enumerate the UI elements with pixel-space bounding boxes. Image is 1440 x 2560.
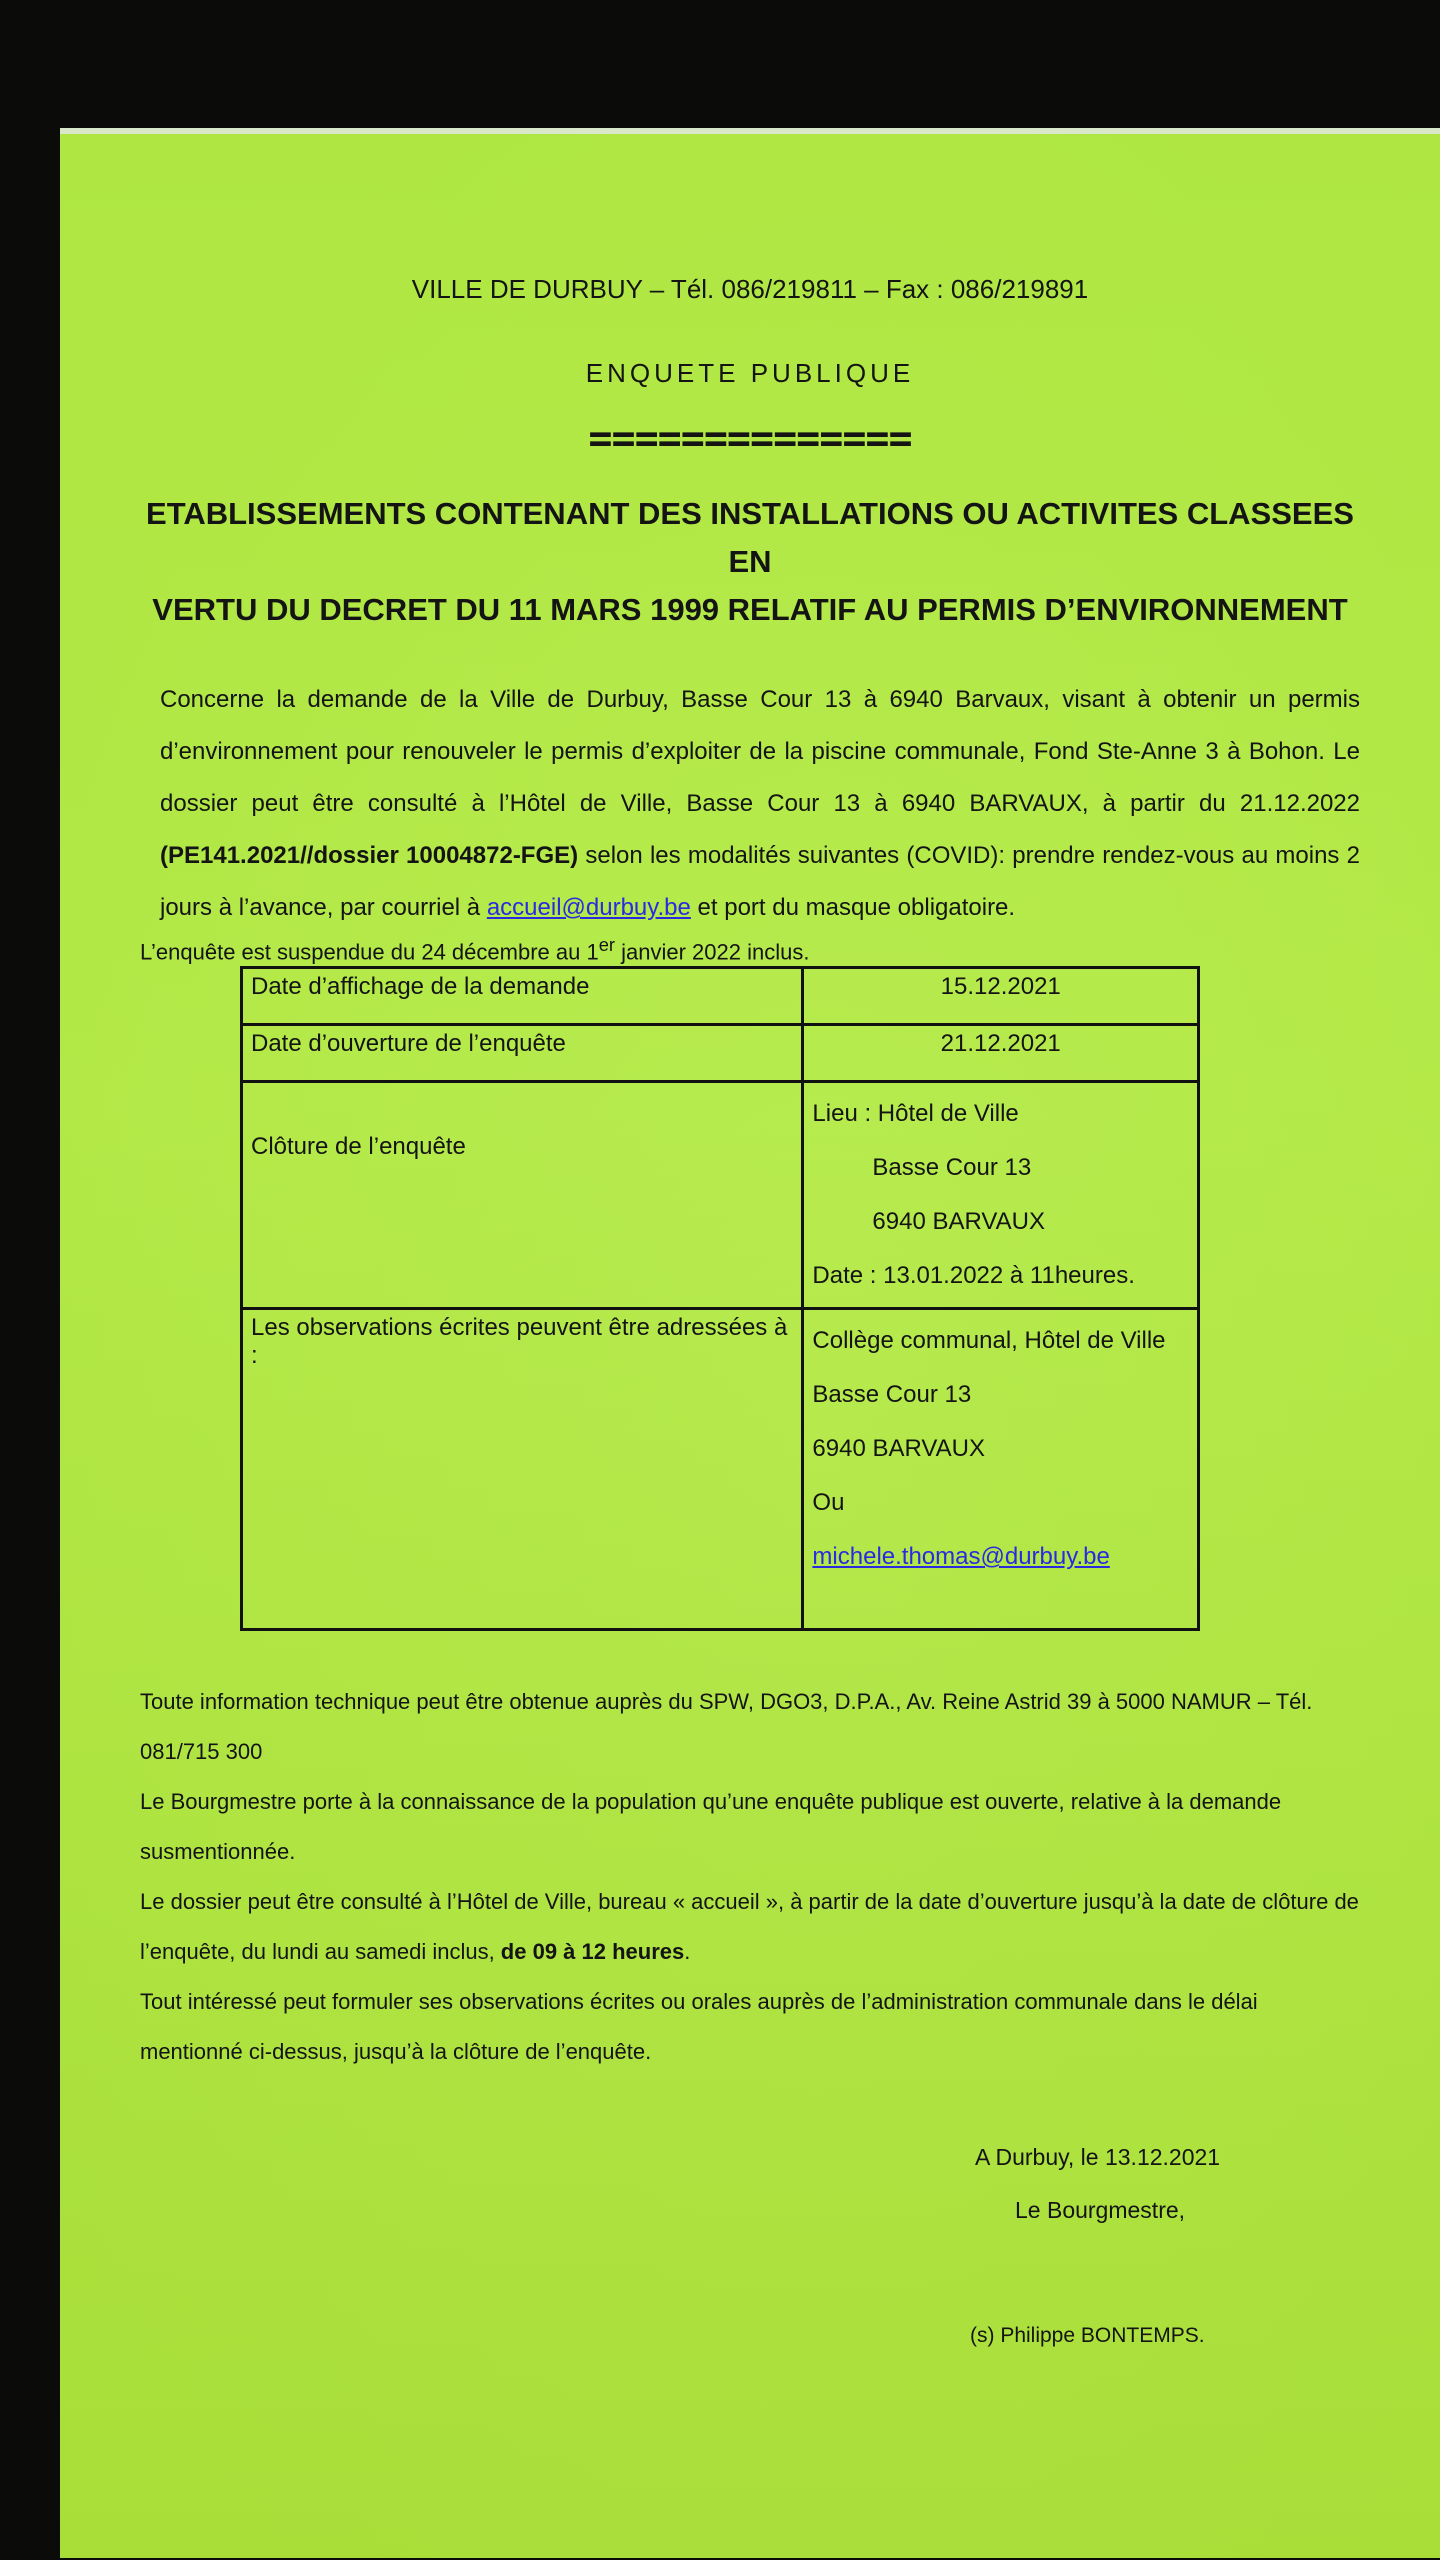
- observations-recipient: Collège communal, Hôtel de Ville: [812, 1327, 1166, 1354]
- closing-city: 6940 BARVAUX: [872, 1208, 1045, 1235]
- title-line-2: VERTU DU DECRET DU 11 MARS 1999 RELATIF AU PERMIS D’ENVIRONNEMENT: [152, 592, 1348, 627]
- intro-text-1: Concerne la demande de la Ville de Durbuy, Basse Cour 13 à 6940 Barvaux, visant à obtenir un permis d’environnement pour renouveler le permis d’exploiter de la piscine communale, Fond Ste-Anne 3 à Bohon. Le dossier peut être consulté à l’Hôtel de Ville, Basse Cour 13 à 6940 BARVAUX, à partir du 21.12.2022: [160, 686, 1360, 817]
- announcement-paragraph: Le Bourgmestre porte à la connaissance de la population qu’une enquête publique est ouverte, relative à la demande susmentionnée.: [140, 1789, 1282, 1864]
- signature-role: Le Bourgmestre,: [1015, 2197, 1186, 2223]
- title-line-1: ETABLISSEMENTS CONTENANT DES INSTALLATIONS OU ACTIVITES CLASSEES EN: [146, 496, 1354, 579]
- intro-paragraph: [140, 674, 1360, 934]
- observations-label: Les observations écrites peuvent être adressées à :: [242, 1309, 803, 1630]
- table-row: [242, 1082, 1199, 1309]
- paper-sheet: [60, 128, 1440, 2558]
- display-date-value: 15.12.2021: [803, 968, 1199, 1025]
- signature-place-date: A Durbuy, le 13.12.2021: [975, 2144, 1221, 2170]
- suspension-text: L’enquête est suspendue du 24 décembre au 1: [140, 939, 599, 965]
- signature-name: (s) Philippe BONTEMPS.: [970, 2324, 1205, 2347]
- document-subject: ENQUETE PUBLIQUE: [585, 358, 915, 388]
- display-date-label: Date d’affichage de la demande: [242, 968, 803, 1025]
- observations-address: [803, 1309, 1199, 1630]
- suspension-suffix: janvier 2022 inclus.: [615, 939, 810, 965]
- closing-place: Lieu : Hôtel de Ville: [812, 1100, 1019, 1127]
- opening-date-label: Date d’ouverture de l’enquête: [242, 1025, 803, 1082]
- observations-city: 6940 BARVAUX: [812, 1435, 985, 1462]
- schedule-table: [240, 966, 1200, 1631]
- opening-date-value: 21.12.2021: [803, 1025, 1199, 1082]
- table-row: [242, 1309, 1199, 1630]
- separator-line: ==============: [588, 416, 912, 462]
- consultation-hours: de 09 à 12 heures: [500, 1939, 685, 1964]
- observations-paragraph: Tout intéressé peut formuler ses observations écrites ou orales auprès de l’administration communale dans le délai mentionné ci-dessus, jusqu’à la clôture de l’enquête.: [140, 1989, 1258, 2064]
- consultation-text: Le dossier peut être consulté à l’Hôtel de Ville, bureau « accueil », à partir de la date d’ouverture jusqu’à la date de clôture de l’enquête, du lundi au samedi inclus,: [140, 1889, 1359, 1964]
- contact-header: VILLE DE DURBUY – Tél. 086/219811 – Fax : 086/219891: [411, 274, 1089, 304]
- table-row: [242, 968, 1199, 1025]
- technical-info-paragraph: Toute information technique peut être obtenue auprès du SPW, DGO3, D.P.A., Av. Reine Astrid 39 à 5000 NAMUR – Tél. 081/715 300: [140, 1689, 1313, 1764]
- information-section: [140, 1677, 1360, 2077]
- suspension-notice: [140, 934, 1360, 964]
- closing-street: Basse Cour 13: [872, 1154, 1032, 1181]
- accueil-email-link[interactable]: accueil@durbuy.be: [486, 894, 691, 921]
- intro-text-3: et port du masque obligatoire.: [690, 894, 1016, 921]
- document-title: [140, 490, 1360, 634]
- observations-or: Ou: [812, 1489, 845, 1516]
- suspension-sup: er: [598, 934, 615, 955]
- document-body: [140, 274, 1360, 2077]
- closing-details: [803, 1082, 1199, 1309]
- closing-label: Clôture de l’enquête: [242, 1082, 803, 1309]
- dossier-reference: (PE141.2021//dossier 10004872-FGE): [160, 842, 579, 869]
- table-row: [242, 1025, 1199, 1082]
- closing-date: Date : 13.01.2022 à 11heures.: [812, 1262, 1135, 1289]
- intro-text-2: selon les modalités suivantes (COVID): prendre rendez-vous au moins 2 jours à l’avance, par courriel à: [160, 842, 1360, 921]
- observations-street: Basse Cour 13: [812, 1381, 972, 1408]
- consultation-end: .: [684, 1939, 691, 1964]
- michele-email-link[interactable]: michele.thomas@durbuy.be: [812, 1543, 1110, 1570]
- consultation-paragraph: [140, 1877, 1360, 1977]
